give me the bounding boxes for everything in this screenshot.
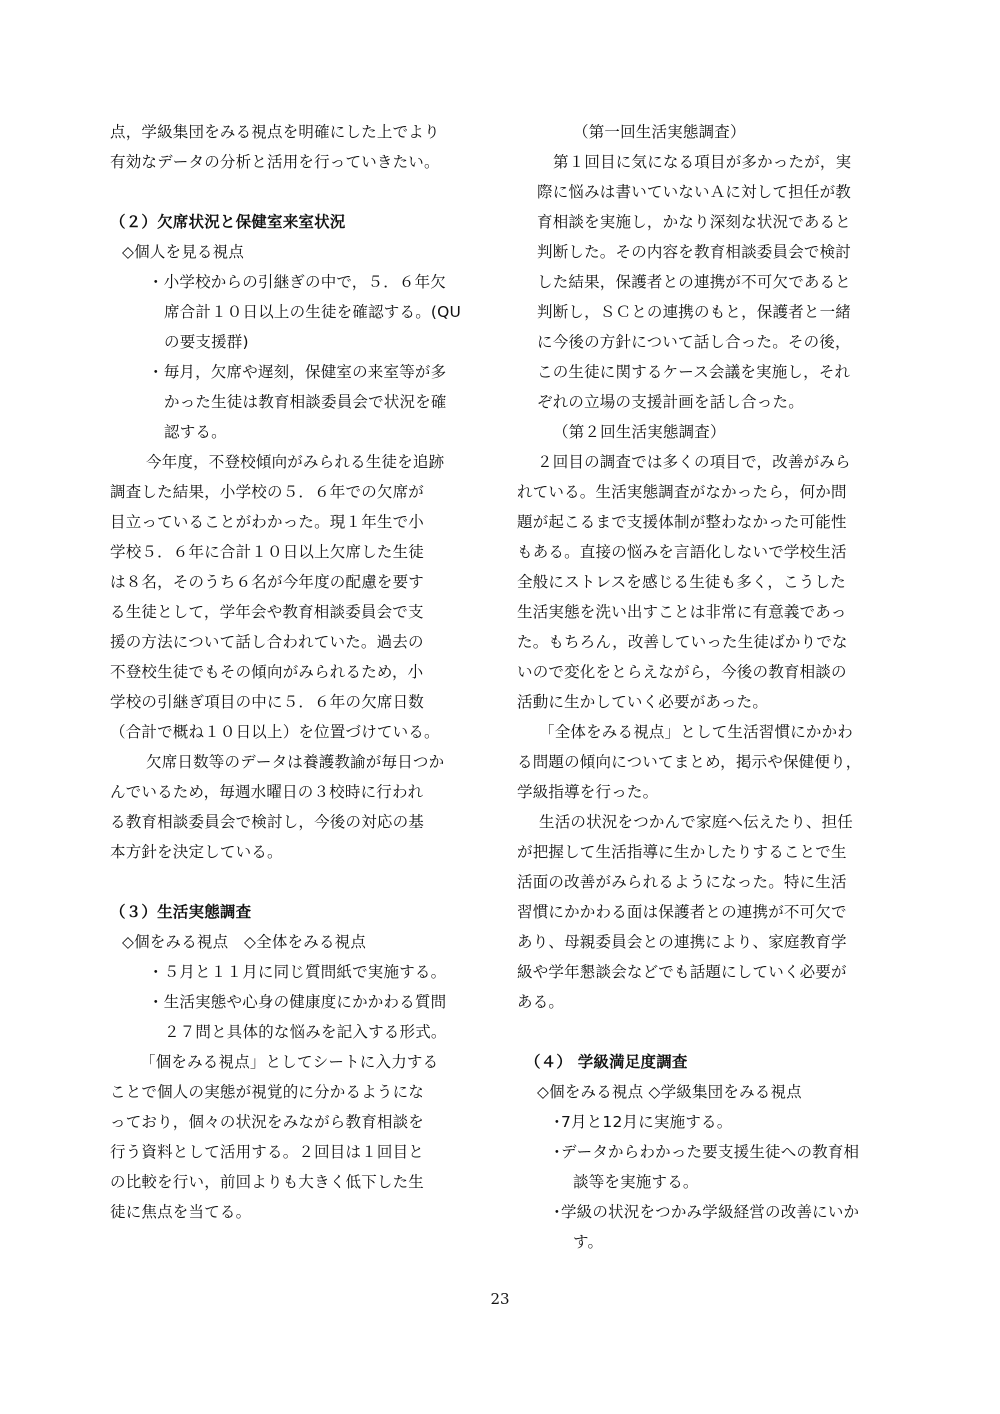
- text-line: んでいるため，毎週水曜日の３校時に行われ: [110, 783, 424, 801]
- text-line: 活面の改善がみられるようになった。特に生活: [517, 873, 847, 891]
- section-heading: （４） 学級満足度調査: [525, 1053, 688, 1071]
- text-line: 第１回目に気になる項目が多かったが，実: [553, 153, 852, 171]
- right-column: [517, 117, 897, 1257]
- text-line: ２回目の調査では多くの項目で，改善がみら: [537, 453, 851, 471]
- text-line: る生徒として，学年会や教育相談委員会で支: [110, 603, 424, 621]
- text-line: ・小学校からの引継ぎの中で，５．６年欠: [148, 273, 446, 291]
- text-line: （第２回生活実態調査）: [553, 423, 726, 441]
- text-line: ある。: [517, 993, 565, 1011]
- text-line: た。もちろん，改善していった生徒ばかりでな: [517, 633, 848, 651]
- spacer: [110, 177, 490, 207]
- text-line: ◇個をみる視点 ◇学級集団をみる視点: [537, 1083, 802, 1101]
- text-line: いので変化をとらえながら，今後の教育相談の: [517, 663, 847, 681]
- text-line: 級や学年懇談会などでも話題にしていく必要が: [517, 963, 847, 981]
- text-line: ことで個人の実態が視覚的に分かるようにな: [110, 1083, 425, 1101]
- text-line: 本方針を決定している。: [110, 843, 283, 861]
- section-heading: （３）生活実態調査: [110, 903, 252, 921]
- text-line: 際に悩みは書いていないＡに対して担任が教: [537, 183, 852, 201]
- spacer: [110, 867, 490, 897]
- text-line: ・生活実態や心身の健康度にかかわる質問: [148, 993, 447, 1011]
- text-line: っており，個々の状況をみながら教育相談を: [110, 1113, 425, 1131]
- text-line: 学校の引継ぎ項目の中に５．６年の欠席日数: [110, 693, 425, 711]
- text-line: 有効なデータの分析と活用を行っていきたい。: [110, 153, 440, 171]
- text-line: ・５月と１１月に同じ質問紙で実施する。: [148, 963, 447, 981]
- text-line: れている。生活実態調査がなかったら，何か問: [517, 483, 847, 501]
- left-column: [110, 117, 490, 1227]
- text-line: もある。直接の悩みを言語化しないで学校生活: [517, 543, 847, 561]
- text-line: ・毎月，欠席や遅刻，保健室の来室等が多: [148, 363, 447, 381]
- section-heading: （２）欠席状況と保健室来室状況: [110, 213, 346, 231]
- text-line: の比較を行い，前回よりも大きく低下した生: [110, 1173, 425, 1191]
- text-line: 習慣にかかわる面は保護者との連携が不可欠で: [517, 903, 847, 921]
- text-line: 生活実態を洗い出すことは非常に有意義であっ: [517, 603, 847, 621]
- text-line: かった生徒は教育相談委員会で状況を確: [164, 393, 447, 411]
- text-line: る教育相談委員会で検討し，今後の対応の基: [110, 813, 425, 831]
- text-line: あり、母親委員会との連携により、家庭教育学: [517, 933, 847, 951]
- text-line: 学級指導を行った。: [517, 783, 659, 801]
- text-line: ･学級の状況をつかみ学級経営の改善にいか: [553, 1203, 860, 1221]
- text-line: の要支援群): [164, 333, 249, 351]
- text-line: した結果，保護者との連携が不可欠であると: [537, 273, 852, 291]
- page-number: 23: [490, 1290, 510, 1308]
- text-line: 生活の状況をつかんで家庭へ伝えたり、担任: [539, 813, 854, 831]
- text-line: 談等を実施する。: [573, 1173, 699, 1191]
- text-line: ◇個をみる視点 ◇全体をみる視点: [122, 933, 367, 951]
- text-line: 判断した。その内容を教育相談委員会で検討: [537, 243, 852, 261]
- text-line: 今年度，不登校傾向がみられる生徒を追跡: [146, 453, 445, 471]
- text-line: す。: [573, 1233, 604, 1251]
- text-line: ２７問と具体的な悩みを記入する形式。: [164, 1023, 447, 1041]
- text-line: 判断し，ＳＣとの連携のもと，保護者と一緒: [537, 303, 852, 321]
- text-line: 目立っていることがわかった。現１年生で小: [110, 513, 425, 531]
- text-line: 席合計１０日以上の生徒を確認する。(QU: [164, 303, 462, 321]
- text-line: 「個をみる視点」としてシートに入力する: [140, 1053, 439, 1071]
- text-line: 不登校生徒でもその傾向がみられるため，小: [110, 663, 424, 681]
- text-line: 認する。: [164, 423, 227, 441]
- text-line: この生徒に関するケース会議を実施し，それ: [537, 363, 851, 381]
- text-line: ぞれの立場の支援計画を話し合った。: [537, 393, 804, 411]
- text-line: 欠席日数等のデータは養護教諭が毎日つか: [146, 753, 445, 771]
- text-line: に今後の方針について話し合った。その後，: [537, 333, 851, 351]
- text-line: 育相談を実施し，かなり深刻な状況であると: [537, 213, 852, 231]
- text-line: 点，学級集団をみる視点を明確にした上でより: [110, 123, 440, 141]
- text-line: 徒に焦点を当てる。: [110, 1203, 252, 1221]
- text-line: 全般にストレスを感じる生徒も多く，こうした: [517, 573, 846, 591]
- text-line: 援の方法について話し合われていた。過去の: [110, 633, 424, 651]
- text-line: ･データからわかった要支援生徒への教育相: [553, 1143, 860, 1161]
- text-line: 題が起こるまで支援体制が整わなかった可能性: [517, 513, 847, 531]
- text-line: 調査した結果，小学校の５．６年での欠席が: [110, 483, 425, 501]
- text-line: る問題の傾向についてまとめ，掲示や保健便り，: [517, 753, 862, 771]
- text-line: 学校５．６年に合計１０日以上欠席した生徒: [110, 543, 425, 561]
- text-line: は８名，そのうち６名が今年度の配慮を要す: [110, 573, 425, 591]
- text-line: ･7月と12月に実施する。: [553, 1113, 733, 1131]
- text-line: 「全体をみる視点」として生活習慣にかかわ: [539, 723, 854, 741]
- text-line: 活動に生かしていく必要があった。: [517, 693, 769, 711]
- text-line: ◇個人を見る視点: [122, 243, 245, 261]
- spacer: [517, 1017, 897, 1047]
- text-line: が把握して生活指導に生かしたりすることで生: [517, 843, 847, 861]
- text-line: （第一回生活実態調査）: [573, 123, 746, 141]
- text-line: 行う資料として活用する。２回目は１回目と: [110, 1143, 425, 1161]
- text-line: （合計で概ね１０日以上）を位置づけている。: [110, 723, 440, 741]
